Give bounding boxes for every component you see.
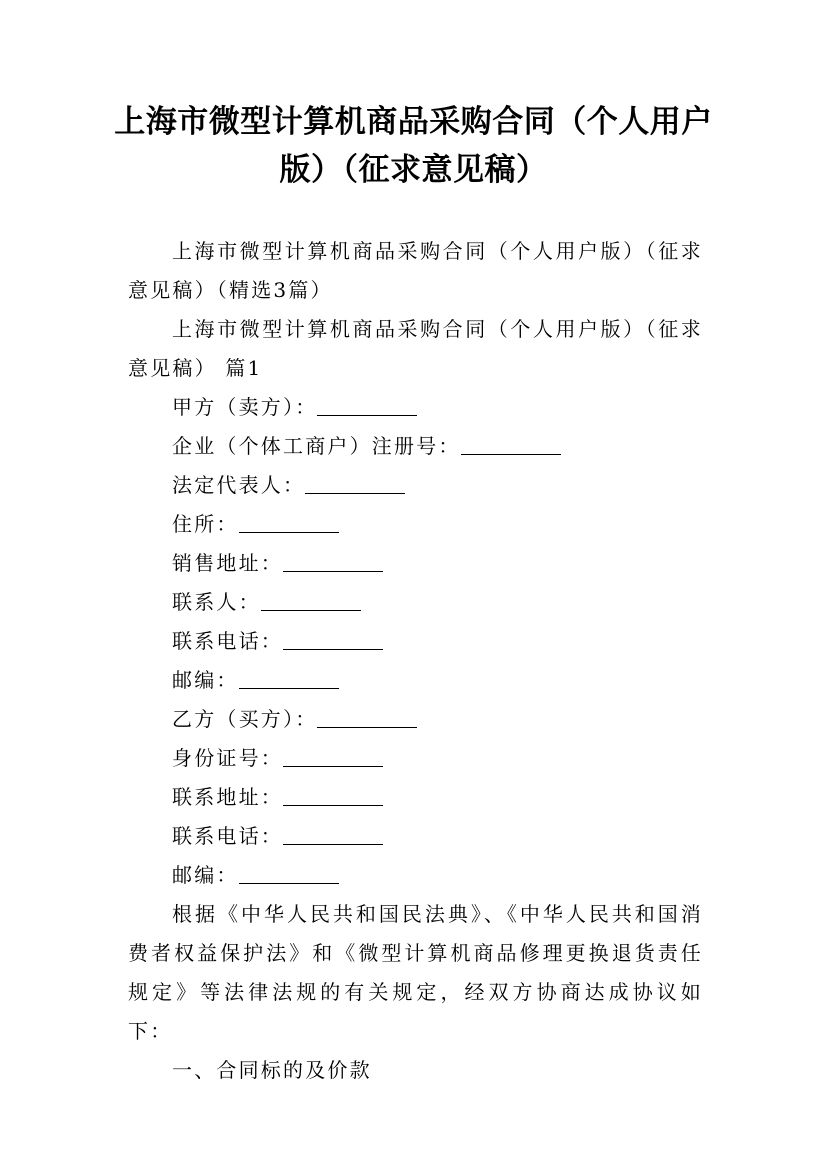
field-sales-address [128,544,703,583]
fill-blank[interactable] [239,510,339,533]
document-body [128,232,703,1090]
field-buyer-phone [128,817,703,856]
field-label: 销售地址： [172,551,283,575]
field-label: 甲方（卖方）： [172,395,318,419]
field-label: 企业（个体工商户）注册号： [172,434,461,458]
field-id-number [128,739,703,778]
field-contact-person [128,583,703,622]
fill-blank[interactable] [239,861,339,884]
document-title: 上海市微型计算机商品采购合同（个人用户版）（征求意见稿） [114,104,713,188]
fill-blank[interactable] [239,666,339,689]
field-label: 联系人： [172,590,261,614]
field-label: 身份证号： [172,746,283,770]
fill-blank[interactable] [283,822,383,845]
field-label: 法定代表人： [172,473,306,497]
field-seller [128,388,703,427]
field-legal-representative [128,466,703,505]
field-label: 住所： [172,512,239,536]
field-seller-postcode [128,661,703,700]
field-buyer-address [128,778,703,817]
section-title-paragraph: 上海市微型计算机商品采购合同（个人用户版）（征求意见稿） 篇1 [128,317,703,380]
field-registration-number [128,427,703,466]
field-label: 联系电话： [172,824,283,848]
legal-basis-paragraph: 根据《中华人民共和国民法典》、《中华人民共和国消费者权益保护法》和《微型计算机商品修理更换退货责任规定》等法律法规的有关规定，经双方协商达成协议如下： [128,902,703,1043]
field-label: 联系电话： [172,629,283,653]
fill-blank[interactable] [283,549,383,572]
fill-blank[interactable] [283,627,383,650]
fill-blank[interactable] [261,588,361,611]
field-label: 邮编： [172,863,239,887]
field-buyer-postcode [128,856,703,895]
fill-blank[interactable] [317,705,417,728]
field-label: 乙方（买方）： [172,707,318,731]
field-label: 联系地址： [172,785,283,809]
field-label: 邮编： [172,668,239,692]
fill-blank[interactable] [305,471,405,494]
fill-blank[interactable] [283,744,383,767]
fill-blank[interactable] [461,432,561,455]
field-seller-phone [128,622,703,661]
field-domicile [128,505,703,544]
field-buyer [128,700,703,739]
intro-paragraph: 上海市微型计算机商品采购合同（个人用户版）（征求意见稿）（精选3篇） [128,239,703,302]
section-heading: 一、合同标的及价款 [172,1058,372,1082]
fill-blank[interactable] [283,783,383,806]
fill-blank[interactable] [317,393,417,416]
